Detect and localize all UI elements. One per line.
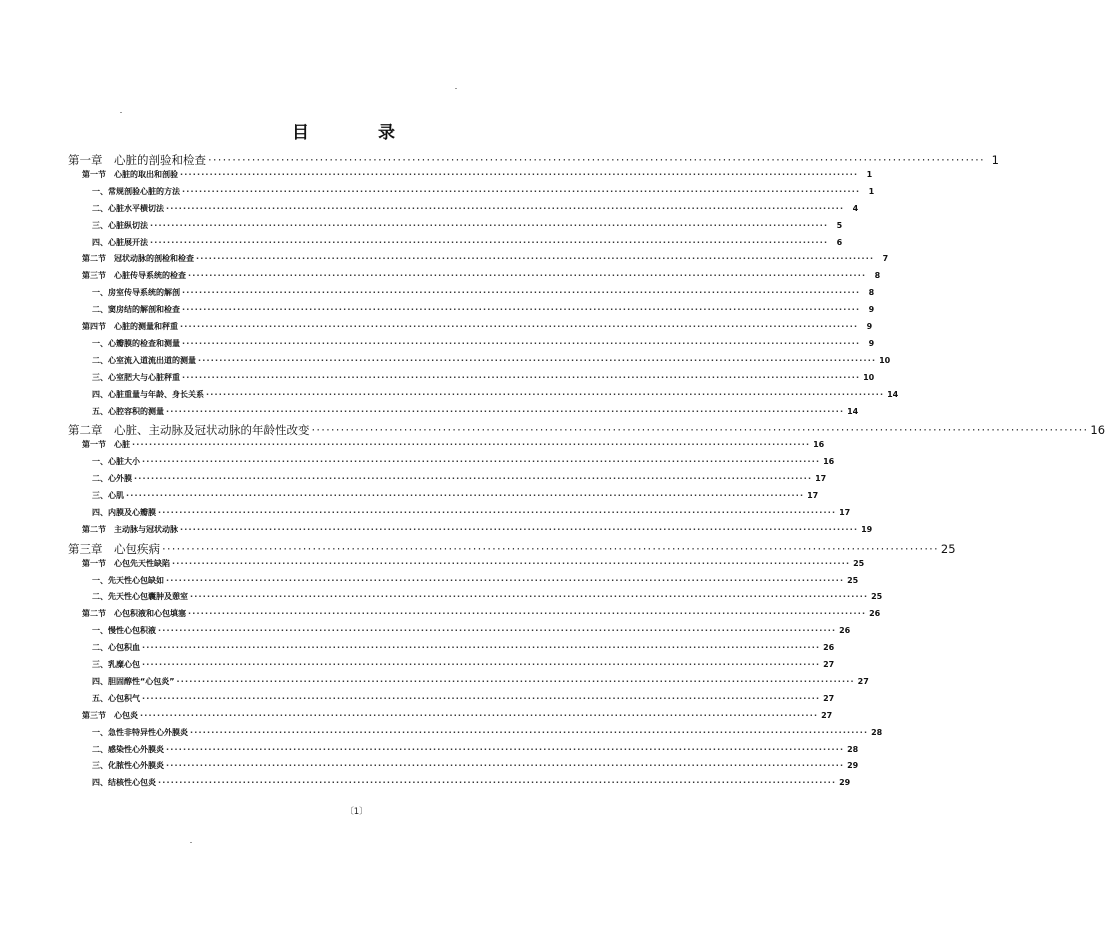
toc-entry-page: 6: [836, 237, 843, 247]
dot-leader: ································································································································································: [208, 153, 985, 167]
toc-entry-title: 五、心腔容积的测量: [92, 406, 164, 416]
toc-entry-page: 5: [836, 220, 843, 230]
dot-leader: ································································································································································: [206, 389, 885, 399]
toc-entry-section: [82, 439, 825, 455]
toc-entry-title: 第一节 心脏: [82, 440, 130, 450]
toc-entry-item: [92, 406, 859, 422]
toc-entry-title: 第二节 冠状动脉的剖检和检查: [82, 254, 194, 264]
toc-entry-title: 四、胆固醇性“心包炎”: [92, 676, 175, 686]
toc-entry-item: [92, 676, 869, 692]
toc-entry-page: 7: [882, 254, 889, 264]
toc-entry-item: [92, 490, 819, 506]
toc-entry-title: 三、心肌: [92, 491, 124, 500]
toc-entry-title: 二、心包积血: [92, 643, 140, 653]
dot-leader: ································································································································································: [142, 660, 821, 669]
toc-entry-title: 第三节 心脏传导系统的检查: [82, 271, 186, 281]
dot-leader: ································································································································································: [166, 406, 845, 416]
toc-entry-page: 26: [869, 609, 881, 619]
toc-entry-title: 三、化脓性心外膜炎: [92, 761, 164, 771]
toc-entry-item: [92, 456, 835, 472]
toc-entry-title: 一、先天性心包缺如: [92, 575, 164, 585]
toc-entry-title: 二、先天性心包囊肿及憩室: [92, 592, 188, 602]
toc-entry-page: 17: [815, 474, 827, 484]
toc-entry-page: 9: [868, 338, 875, 348]
toc-entry-chapter: [68, 422, 1105, 438]
toc-entry-title: 四、内膜及心瓣膜: [92, 507, 156, 517]
toc-entry-page: 4: [852, 203, 859, 213]
toc-entry-page: 29: [847, 761, 859, 771]
toc-entry-page: 14: [887, 389, 899, 399]
toc-entry-section: [82, 270, 881, 286]
toc-entry-item: [92, 237, 843, 253]
scan-speck: [120, 112, 122, 113]
toc-entry-title: 一、心瓣膜的检查和测量: [92, 338, 180, 348]
toc-entry-title: 一、急性非特异性心外膜炎: [92, 727, 188, 737]
dot-leader: ································································································································································: [140, 710, 819, 720]
toc-entry-page: 1: [868, 186, 875, 196]
dot-leader: ································································································································································: [182, 372, 861, 382]
toc-entry-section: [82, 253, 889, 269]
dot-leader: ································································································································································: [142, 457, 821, 467]
toc-entry-section: [82, 524, 873, 540]
toc-entry-title: 二、心外膜: [92, 474, 132, 484]
dot-leader: ································································································································································: [180, 524, 859, 534]
toc-entry-page: 1: [866, 169, 873, 179]
toc-entry-page: 25: [940, 541, 956, 556]
toc-entry-page: 14: [847, 406, 859, 416]
toc-entry-page: 17: [807, 491, 819, 500]
toc-entry-item: [92, 693, 835, 709]
toc-entry-page: 16: [813, 440, 825, 450]
toc-entry-title: 四、心脏展开法: [92, 237, 148, 247]
dot-leader: ································································································································································: [158, 778, 837, 788]
toc-entry-title: 第一章 心脏的剖验和检查: [68, 153, 206, 167]
toc-entry-title: 二、心脏水平横切法: [92, 203, 164, 213]
toc-entry-item: [92, 744, 859, 760]
toc-entry-page: 29: [839, 778, 851, 788]
toc-entry-page: 25: [847, 575, 859, 585]
toc-entry-chapter: [68, 152, 999, 168]
toc-entry-page: 28: [847, 744, 859, 754]
toc-entry-section: [82, 321, 873, 337]
scan-speck: [190, 842, 192, 843]
toc-entry-title: 第二章 心脏、主动脉及冠状动脉的年龄性改变: [68, 423, 310, 438]
toc-entry-page: 26: [839, 626, 851, 636]
toc-entry-title: 四、心脏重量与年龄、身长关系: [92, 389, 204, 399]
dot-leader: ································································································································································: [180, 322, 859, 331]
toc-entry-item: [92, 389, 899, 405]
toc-entry-item: [92, 338, 875, 354]
toc-entry-item: [92, 760, 859, 776]
dot-leader: ································································································································································: [182, 305, 861, 315]
dot-leader: ································································································································································: [311, 423, 1089, 438]
dot-leader: ································································································································································: [182, 288, 861, 298]
toc-entry-item: [92, 203, 859, 219]
toc-entry-page: 27: [821, 710, 833, 720]
toc-entry-item: [92, 625, 851, 641]
dot-leader: ································································································································································: [158, 626, 837, 636]
toc-entry-title: 一、房室传导系统的解剖: [92, 288, 180, 298]
toc-entry-title: 二、心室流入道流出道的测量: [92, 355, 196, 365]
toc-entry-item: [92, 220, 843, 236]
dot-leader: ································································································································································: [132, 440, 811, 450]
toc-entry-page: 25: [871, 592, 883, 602]
toc-entry-item: [92, 575, 859, 591]
table-of-contents: [0, 152, 1105, 792]
toc-entry-title: 二、感染性心外膜炎: [92, 744, 164, 754]
dot-leader: ································································································································································: [188, 609, 867, 619]
dot-leader: ································································································································································: [158, 507, 837, 517]
dot-leader: ································································································································································: [190, 592, 869, 602]
page-number: 〔1〕: [345, 807, 368, 817]
dot-leader: ································································································································································: [166, 761, 845, 771]
toc-entry-item: [92, 777, 851, 793]
toc-entry-title: 第三章 心包疾病: [68, 541, 160, 556]
toc-entry-title: 五、心包积气: [92, 693, 140, 703]
dot-leader: ································································································································································: [162, 541, 939, 556]
toc-entry-title: 第二节 主动脉与冠状动脉: [82, 524, 178, 534]
dot-leader: ································································································································································: [182, 186, 861, 196]
dot-leader: ································································································································································: [126, 491, 805, 500]
toc-entry-title: 第一节 心包先天性缺陷: [82, 558, 170, 568]
dot-leader: ································································································································································: [198, 355, 877, 365]
toc-entry-item: [92, 473, 827, 489]
dot-leader: ································································································································································: [176, 676, 855, 686]
toc-entry-item: [92, 507, 851, 523]
dot-leader: ································································································································································: [150, 220, 829, 230]
dot-leader: ································································································································································: [172, 558, 851, 568]
dot-leader: ································································································································································: [166, 203, 845, 213]
dot-leader: ································································································································································: [196, 254, 875, 264]
toc-entry-page: 10: [863, 372, 875, 382]
toc-entry-page: 28: [871, 727, 883, 737]
dot-leader: ································································································································································: [166, 744, 845, 754]
dot-leader: ································································································································································: [134, 474, 813, 484]
toc-entry-section: [82, 169, 873, 185]
dot-leader: ································································································································································: [142, 693, 821, 703]
toc-entry-item: [92, 659, 835, 675]
toc-entry-page: 9: [866, 322, 873, 331]
dot-leader: ································································································································································: [188, 271, 867, 281]
toc-entry-section: [82, 710, 833, 726]
toc-entry-page: 27: [857, 676, 869, 686]
dot-leader: ································································································································································: [180, 169, 859, 179]
toc-entry-page: 9: [868, 305, 875, 315]
toc-entry-page: 27: [823, 660, 835, 669]
toc-entry-title: 二、窦房结的解剖和检查: [92, 305, 180, 315]
toc-entry-title: 第四节 心脏的测量和秤重: [82, 322, 178, 331]
dot-leader: ································································································································································: [166, 575, 845, 585]
toc-entry-item: [92, 304, 875, 320]
toc-entry-item: [92, 727, 883, 743]
toc-entry-page: 8: [868, 288, 875, 298]
toc-entry-page: 19: [861, 524, 873, 534]
toc-entry-page: 8: [874, 271, 881, 281]
toc-entry-page: 16: [1090, 423, 1105, 438]
toc-entry-title: 三、心室肥大与心脏秤重: [92, 372, 180, 382]
toc-entry-item: [92, 591, 883, 607]
toc-entry-page: 1: [991, 153, 999, 167]
toc-entry-title: 三、心脏纵切法: [92, 220, 148, 230]
toc-entry-title: 四、结核性心包炎: [92, 778, 156, 788]
scan-speck: [455, 88, 457, 89]
toc-entry-item: [92, 355, 891, 371]
dot-leader: ································································································································································: [142, 643, 821, 653]
toc-entry-page: 27: [823, 693, 835, 703]
toc-entry-page: 10: [879, 355, 891, 365]
toc-entry-section: [82, 558, 865, 574]
dot-leader: ································································································································································: [150, 237, 829, 247]
toc-entry-page: 26: [823, 643, 835, 653]
toc-entry-title: 第三节 心包炎: [82, 710, 138, 720]
toc-entry-chapter: [68, 541, 956, 557]
toc-entry-title: 一、慢性心包积液: [92, 626, 156, 636]
toc-title: 目 录: [292, 123, 421, 143]
toc-entry-title: 一、心脏大小: [92, 457, 140, 467]
toc-entry-page: 25: [853, 558, 865, 568]
toc-entry-title: 一、常规剖验心脏的方法: [92, 186, 180, 196]
toc-entry-page: 16: [823, 457, 835, 467]
toc-entry-item: [92, 186, 875, 202]
toc-entry-section: [82, 608, 881, 624]
dot-leader: ································································································································································: [190, 727, 869, 737]
toc-entry-item: [92, 642, 835, 658]
toc-entry-page: 17: [839, 507, 851, 517]
toc-entry-item: [92, 372, 875, 388]
toc-entry-item: [92, 287, 875, 303]
toc-entry-title: 第一节 心脏的取出和剖验: [82, 169, 178, 179]
toc-entry-title: 三、乳糜心包: [92, 660, 140, 669]
dot-leader: ································································································································································: [182, 338, 861, 348]
toc-entry-title: 第二节 心包积液和心包填塞: [82, 609, 186, 619]
